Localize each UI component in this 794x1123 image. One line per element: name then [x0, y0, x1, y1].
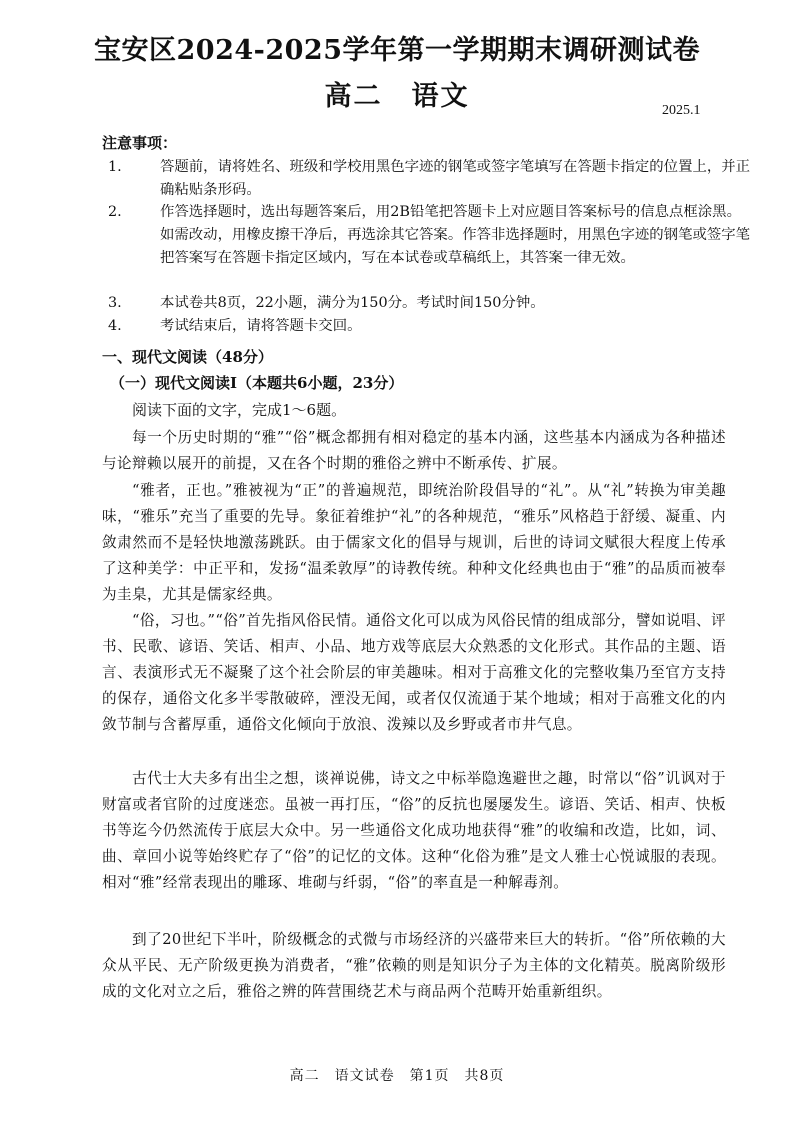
passage-paragraph: 每一个历史时期的“雅”“俗”概念都拥有相对稳定的基本内涵，这些基本内涵成为各种描述与论辩赖以展开的前提，又在各个时期的雅俗之辨中不断承传、扩展。	[102, 429, 726, 472]
section-heading: 一、现代文阅读（48分）	[102, 348, 273, 366]
notice-title: 注意事项：	[102, 134, 178, 152]
passage-paragraph: “俗，习也。”“俗”首先指风俗民情。通俗文化可以成为风俗民情的组成部分，譬如说唱、评书、民歌、谚语、笑话、相声、小品、地方戏等底层大众熟悉的文化形式。其作品的主题、语言、表演形式无不凝聚了这个社会阶层的审美趣味。相对于高雅文化的完整收集乃至官方支持的保存，通俗文化多半零散破碎，湮没无闻，或者仅仅流通于某个地域；相对于高雅文化的内敛节制与含蓄厚重，通俗文化倾向于放浪、泼辣以及乡野或者市井气息。	[102, 612, 726, 733]
notice-item-text: 答题前，请将姓名、班级和学校用黑色字迹的钢笔或签字笔填写在答题卡指定的位置上，并正确粘贴条形码。	[160, 159, 751, 198]
passage-paragraph: 古代士大夫多有出尘之想，谈禅说佛，诗文之中标举隐逸避世之趣，时常以“俗”讥讽对于财富或者官阶的过度迷恋。虽被一再打压，“俗”的反抗也屡屡发生。谚语、笑话、相声、快板书等迄今仍然流传于底层大众中。另一些通俗文化成功地获得“雅”的收编和改造，比如，词、曲、章回小说等始终贮存了“俗”的记忆的文体。这种“化俗为雅”是文人雅士心悦诚服的表现。相对“雅”经常表现出的雕琢、堆砌与纤弱，“俗”的率直是一种解毒剂。	[102, 770, 726, 891]
notice-item-number: 3.	[108, 295, 122, 311]
notice-item-number: 2.	[108, 204, 122, 220]
exam-subtitle: 高二 语文	[324, 81, 470, 112]
passage-paragraph: “雅者，正也。”雅被视为“正”的普遍规范，即统治阶段倡导的“礼”。从“礼”转换为审美趣味，“雅乐”充当了重要的先导。象征着维护“礼”的各种规范，“雅乐”风格趋于舒缓、凝重、内敛肃然而不是轻快地激荡跳跃。由于儒家文化的倡导与规训，后世的诗词文赋很大程度上传承了这种美学：中正平和，发扬“温柔敦厚”的诗教传统。种种文化经典也由于“雅”的品质而被奉为圭臬，尤其是儒家经典。	[102, 482, 726, 603]
notice-item	[108, 156, 753, 202]
page-footer: 高二 语文试卷 第1页 共8页	[289, 1068, 505, 1084]
notice-item-number: 1.	[108, 159, 122, 175]
notice-item-text: 本试卷共8页，22小题，满分为150分。考试时间150分钟。	[160, 295, 545, 311]
notice-item-text: 作答选择题时，选出每题答案后，用2B铅笔把答题卡上对应题目答案标号的信息点框涂黑。如需改动，用橡皮擦干净后，再选涂其它答案。作答非选择题时，用黑色字迹的钢笔或签字笔把答案写在答题卡指定区域内，写在本试卷或草稿纸上，其答案一律无效。	[160, 204, 751, 266]
notice-item-number: 4.	[108, 318, 122, 334]
notice-item	[108, 315, 753, 338]
passage-paragraph: 到了20世纪下半叶，阶级概念的式微与市场经济的兴盛带来巨大的转折。“俗”所依赖的大众从平民、无产阶级更换为消费者，“雅”依赖的则是知识分子为主体的文化精英。脱离阶级形成的文化对立之后，雅俗之辨的阵营围绕艺术与商品两个范畴开始重新组织。	[102, 931, 726, 1000]
notice-item	[108, 292, 753, 315]
exam-title: 宝安区2024-2025学年第一学期期末调研测试卷	[94, 35, 700, 66]
notice-item-text: 考试结束后，请将答题卡交回。	[160, 318, 362, 334]
exam-date: 2025.1	[662, 103, 701, 118]
notice-item	[108, 201, 753, 270]
subsection-heading: （一）现代文阅读Ⅰ（本题共6小题，23分）	[110, 374, 404, 392]
reading-instruction: 阅读下面的文字，完成1～6题。	[132, 401, 347, 419]
